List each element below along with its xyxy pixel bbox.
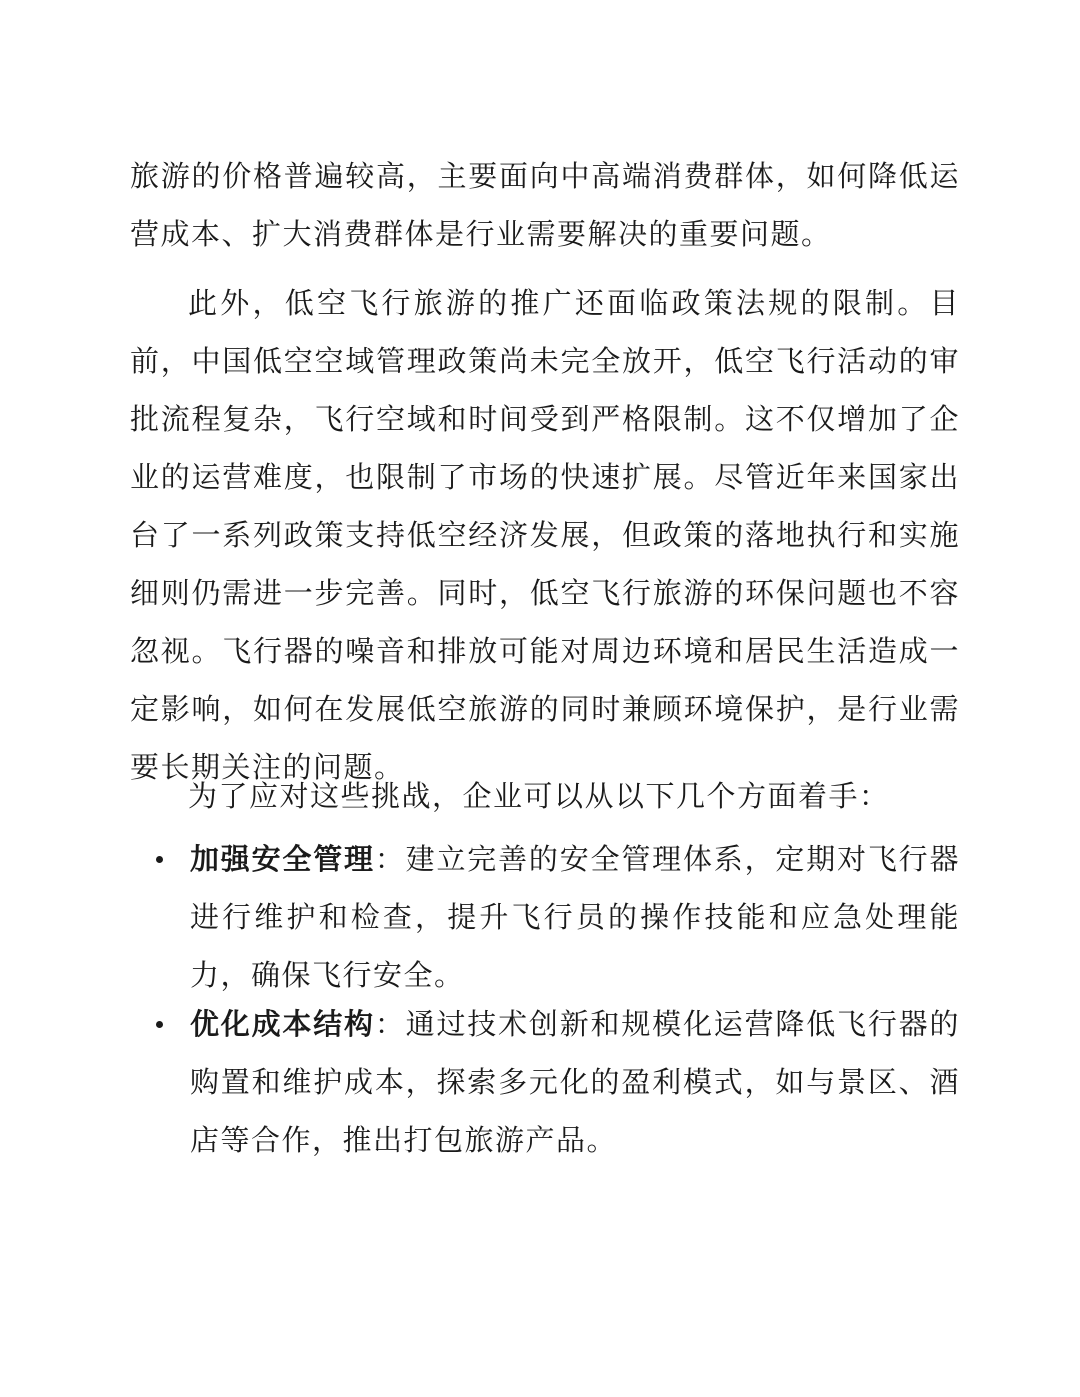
list-item-cost: [190, 995, 960, 1169]
paragraph-continuation: 旅游的价格普遍较高，主要面向中高端消费群体，如何降低运营成本、扩大消费群体是行业需要解决的重要问题。: [130, 159, 960, 251]
list-item-text: ：建立完善的安全管理体系，定期对飞行器进行维护和检查，提升飞行员的操作技能和应急处理能力，确保飞行安全。: [190, 842, 960, 992]
paragraph-policy-challenges: 此外，低空飞行旅游的推广还面临政策法规的限制。目前，中国低空空域管理政策尚未完全放开，低空飞行活动的审批流程复杂，飞行空域和时间受到严格限制。这不仅增加了企业的运营难度，也限制了市场的快速扩展。尽管近年来国家出台了一系列政策支持低空经济发展，但政策的落地执行和实施细则仍需进一步完善。同时，低空飞行旅游的环保问题也不容忽视。飞行器的噪音和排放可能对周边环境和居民生活造成一定影响，如何在发展低空旅游的同时兼顾环境保护，是行业需要长期关注的问题。: [130, 286, 960, 784]
bullet-icon: [156, 1021, 163, 1028]
list-item-term: 优化成本结构: [190, 1007, 375, 1041]
list-item-safety: [190, 830, 960, 1004]
bullet-icon: [156, 856, 163, 863]
list-item-text: ：通过技术创新和规模化运营降低飞行器的购置和维护成本，探索多元化的盈利模式，如与景区、酒店等合作，推出打包旅游产品。: [190, 1007, 960, 1157]
list-item-term: 加强安全管理: [190, 842, 375, 876]
paragraph-intro-measures: 为了应对这些挑战，企业可以从以下几个方面着手：: [188, 779, 890, 813]
